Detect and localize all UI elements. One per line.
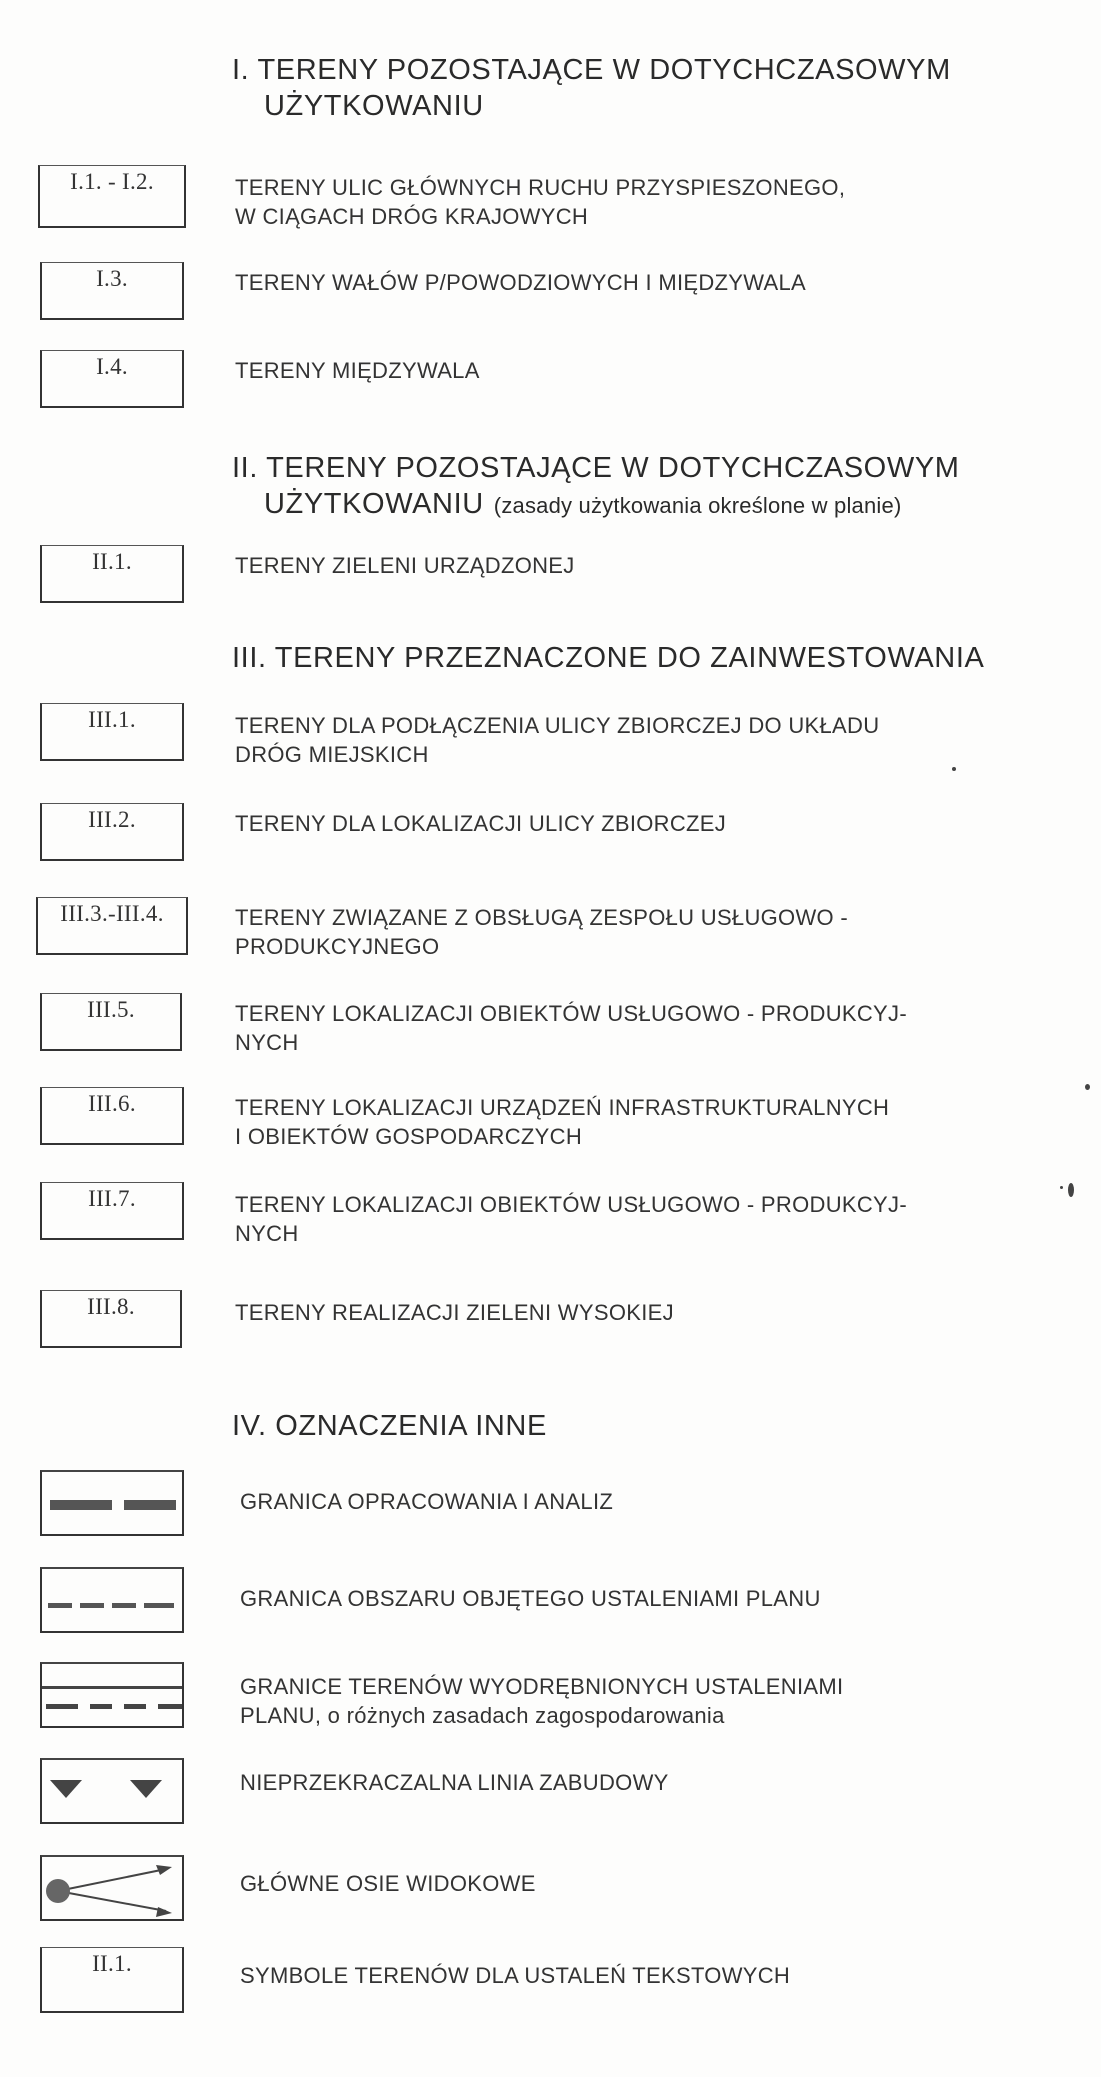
symbol-box <box>40 1662 184 1728</box>
description-line-2: W CIĄGACH DRÓG KRAJOWYCH <box>235 204 589 229</box>
code-label: III.1. <box>88 707 136 732</box>
arrowhead <box>156 1865 172 1875</box>
view-axis-line <box>58 1891 166 1911</box>
code-box <box>40 803 184 861</box>
section-2-heading-line2-text: UŻYTKOWANIU <box>264 488 484 520</box>
section-3-heading-line1: III. TERENY PRZEZNACZONE DO ZAINWESTOWANIA <box>232 642 985 674</box>
code-label: II.1. <box>92 549 132 574</box>
description-line-1: GRANICA OBSZARU OBJĘTEGO USTALENIAMI PLANU <box>240 1586 821 1611</box>
description-line-1: NIEPRZEKRACZALNA LINIA ZABUDOWY <box>240 1770 669 1795</box>
legend-description <box>235 1190 1015 1248</box>
legend-description <box>235 356 1015 385</box>
scan-speck <box>1068 1183 1074 1197</box>
description-line-1: TERENY ZIELENI URZĄDZONEJ <box>235 553 575 578</box>
scan-speck <box>1060 1186 1063 1189</box>
dash-segment <box>124 1704 146 1709</box>
section-1-heading <box>232 52 951 124</box>
description-line-1: TERENY ULIC GŁÓWNYCH RUCHU PRZYSPIESZONEGO, <box>235 175 846 200</box>
short-dash-segment <box>112 1603 136 1608</box>
code-box <box>40 1182 184 1240</box>
legend-description <box>240 1672 1020 1730</box>
description-line-2: NYCH <box>235 1221 299 1246</box>
description-line-2: DRÓG MIEJSKICH <box>235 742 429 767</box>
code-label: I.3. <box>96 266 128 291</box>
legend-description <box>235 903 1015 961</box>
code-box <box>40 993 182 1051</box>
scan-speck <box>952 767 956 771</box>
description-line-1: GRANICA OPRACOWANIA I ANALIZ <box>240 1489 614 1514</box>
description-line-1: GRANICE TERENÓW WYODRĘBNIONYCH USTALENIAMI <box>240 1674 844 1699</box>
symbol-box <box>40 1567 184 1633</box>
description-line-1: TERENY ZWIĄZANE Z OBSŁUGĄ ZESPOŁU USŁUGOWO - <box>235 905 848 930</box>
view-axis-line <box>58 1869 166 1891</box>
legend-description <box>235 173 1015 231</box>
section-2-heading-line1: II. TERENY POZOSTAJĄCE W DOTYCHCZASOWYM <box>232 452 960 484</box>
description-line-2: I OBIEKTÓW GOSPODARCZYCH <box>235 1124 583 1149</box>
code-label: III.5. <box>87 997 135 1022</box>
symbol-box <box>40 1470 184 1536</box>
viewpoint-dot <box>46 1879 70 1903</box>
code-label: III.2. <box>88 807 136 832</box>
symbol-box <box>40 1758 184 1824</box>
section-2-heading <box>232 450 960 524</box>
double-boundary-line-icon <box>42 1664 184 1728</box>
code-label: III.3.-III.4. <box>60 901 164 926</box>
section-4-heading <box>232 1408 547 1444</box>
thick-dash-segment <box>50 1500 112 1510</box>
building-line-triangles-icon <box>42 1760 184 1824</box>
dash-segment <box>158 1704 182 1709</box>
section-1-heading-line2: UŻYTKOWANIU <box>264 90 484 122</box>
legend-description <box>240 1768 1020 1797</box>
description-line-2: NYCH <box>235 1030 299 1055</box>
arrowhead <box>156 1907 172 1917</box>
code-label: I.1. - I.2. <box>70 169 154 194</box>
description-line-1: TERENY LOKALIZACJI URZĄDZEŃ INFRASTRUKTURALNYCH <box>235 1095 890 1120</box>
description-line-1: TERENY REALIZACJI ZIELENI WYSOKIEJ <box>235 1300 674 1325</box>
code-box <box>38 165 186 228</box>
solid-boundary-line <box>42 1686 184 1689</box>
section-3-heading <box>232 640 984 676</box>
code-box <box>36 897 188 955</box>
description-line-1: TERENY MIĘDZYWALA <box>235 358 480 383</box>
description-line-1: TERENY DLA LOKALIZACJI ULICY ZBIORCZEJ <box>235 811 727 836</box>
legend-description <box>235 1298 1015 1327</box>
scan-speck <box>1085 1084 1090 1090</box>
legend-description <box>240 1584 1020 1613</box>
description-line-2: PRODUKCYJNEGO <box>235 934 440 959</box>
building-line-triangle <box>130 1780 162 1798</box>
short-dash-segment <box>80 1603 104 1608</box>
code-label: III.8. <box>87 1294 135 1319</box>
description-line-1: GŁÓWNE OSIE WIDOKOWE <box>240 1871 536 1896</box>
thick-dashed-boundary-line-icon <box>42 1472 184 1536</box>
section-2-heading-line2 <box>232 486 960 524</box>
legend-description <box>240 1869 1020 1898</box>
description-line-1: TERENY WAŁÓW P/POWODZIOWYCH I MIĘDZYWALA <box>235 270 806 295</box>
code-box <box>40 1947 184 2013</box>
code-label: II.1. <box>92 1951 132 1976</box>
code-label: I.4. <box>96 354 128 379</box>
description-line-1: TERENY DLA PODŁĄCZENIA ULICY ZBIORCZEJ DO UKŁADU <box>235 713 880 738</box>
legend-description <box>235 551 1015 580</box>
description-line-1: TERENY LOKALIZACJI OBIEKTÓW USŁUGOWO - PRODUKCYJ- <box>235 1192 907 1217</box>
code-label: III.7. <box>88 1186 136 1211</box>
code-box <box>40 545 184 603</box>
legend-description <box>240 1961 1020 1990</box>
description-line-1: TERENY LOKALIZACJI OBIEKTÓW USŁUGOWO - PRODUKCYJ- <box>235 1001 907 1026</box>
legend-description <box>235 1093 1015 1151</box>
code-box <box>40 1290 182 1348</box>
short-dash-segment <box>144 1603 174 1608</box>
description-line-2: PLANU, o różnych zasadach zagospodarowania <box>240 1703 725 1728</box>
legend-description <box>235 999 1015 1057</box>
code-box <box>40 703 184 761</box>
short-dash-segment <box>48 1603 72 1608</box>
section-4-heading-line1: IV. OZNACZENIA INNE <box>232 1410 547 1442</box>
dash-segment <box>90 1704 112 1709</box>
building-line-triangle <box>50 1780 82 1798</box>
symbol-box <box>40 1855 184 1921</box>
code-box <box>40 1087 184 1145</box>
section-1-heading-line1: I. TERENY POZOSTAJĄCE W DOTYCHCZASOWYM <box>232 54 951 86</box>
view-axes-arrows-icon <box>42 1857 184 1921</box>
thick-dash-segment <box>124 1500 176 1510</box>
legend-description <box>240 1487 1020 1516</box>
legend-description <box>235 809 1015 838</box>
dash-segment <box>46 1704 78 1709</box>
code-label: III.6. <box>88 1091 136 1116</box>
short-dashed-boundary-line-icon <box>42 1569 184 1633</box>
code-box <box>40 262 184 320</box>
section-2-heading-note: (zasady użytkowania określone w planie) <box>493 493 902 518</box>
legend-description <box>235 711 1015 769</box>
code-box <box>40 350 184 408</box>
legend-description <box>235 268 1015 297</box>
description-line-1: SYMBOLE TERENÓW DLA USTALEŃ TEKSTOWYCH <box>240 1963 791 1988</box>
